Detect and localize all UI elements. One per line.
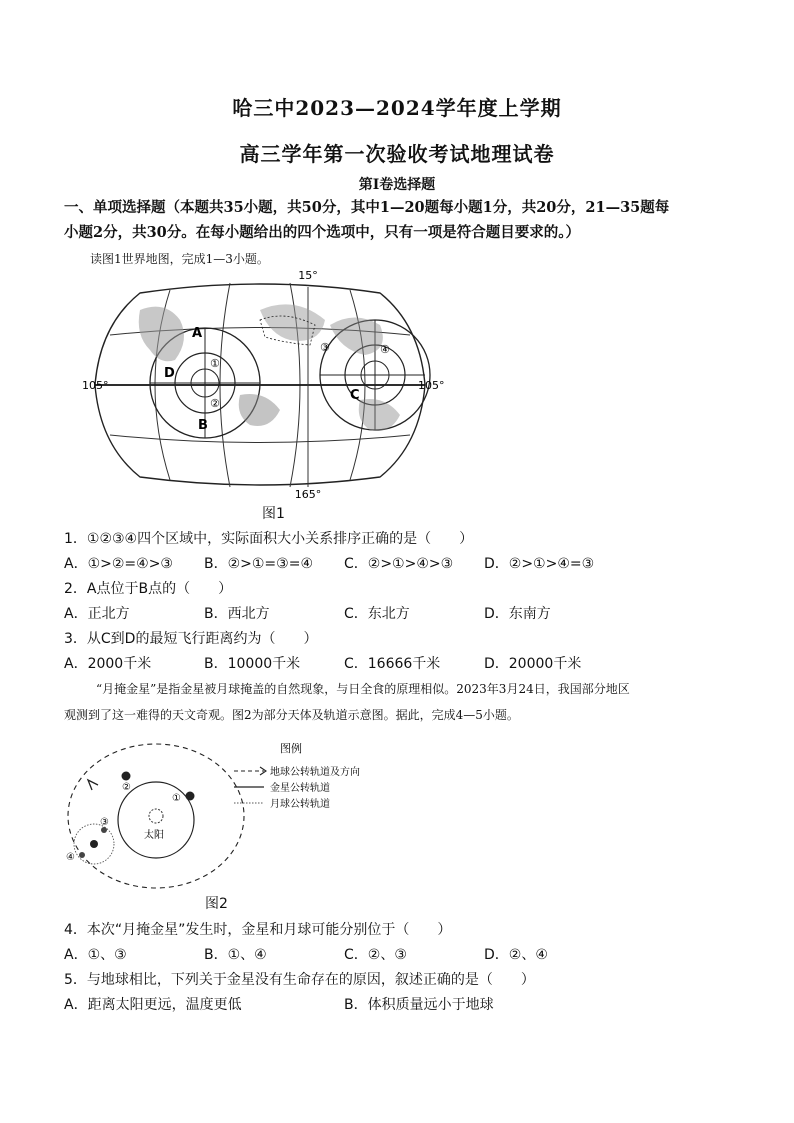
question-4-stem: 4．本次“月掩金星”发生时，金星和月球可能分别位于（ ） bbox=[64, 922, 452, 938]
question-1-option-d: D．②>①>④=③ bbox=[484, 556, 595, 572]
section-instructions-line1: 一、单项选择题（本题共35小题，共50分，其中1—20题每小题1分，共20分，21—35题每 bbox=[64, 199, 670, 216]
fig2-legend-earth: 地球公转轨道及方向 bbox=[270, 767, 360, 778]
part-heading: 第Ⅰ卷选择题 bbox=[358, 177, 436, 193]
question-1-option-a: A．①>②=④>③ bbox=[64, 556, 173, 572]
question-3-option-d: D．20000千米 bbox=[484, 656, 582, 672]
exam-title-line2: 高三学年第一次验收考试地理试卷 bbox=[239, 142, 555, 166]
fig2-position-4: ④ bbox=[66, 852, 75, 863]
question-5-option-b: B．体积质量远小于地球 bbox=[344, 997, 494, 1013]
fig1-left-label: 105° bbox=[82, 379, 109, 392]
question-1-option-b: B．②>①=③=④ bbox=[204, 556, 313, 572]
question-2-stem: 2．A点位于B点的（ ） bbox=[64, 581, 233, 597]
fig1-bottom-label: 165° bbox=[294, 488, 322, 501]
fig2-position-3: ③ bbox=[100, 817, 109, 828]
question-2-option-b: B．西北方 bbox=[204, 606, 270, 622]
figure1-caption: 图1 bbox=[262, 506, 285, 522]
question-4-option-d: D．②、④ bbox=[484, 947, 548, 963]
orbit-diagram-figure bbox=[58, 738, 388, 888]
question-4-option-c: C．②、③ bbox=[344, 947, 407, 963]
fig1-point-b: B bbox=[198, 418, 208, 433]
question-4-option-a: A．①、③ bbox=[64, 947, 127, 963]
question-1-stem: 1．①②③④四个区域中，实际面积大小关系排序正确的是（ ） bbox=[64, 531, 474, 547]
fig1-point-c: C bbox=[350, 388, 360, 403]
exam-title-line1: 哈三中2023—2024学年度上学期 bbox=[232, 96, 562, 120]
passage-line2: 观测到了这一难得的天文奇观。图2为部分天体及轨道示意图。据此，完成4—5小题。 bbox=[64, 708, 519, 722]
fig2-legend-title: 图例 bbox=[280, 742, 302, 755]
figure1-intro: 读图1世界地图，完成1—3小题。 bbox=[90, 252, 269, 266]
question-2-option-a: A．正北方 bbox=[64, 606, 130, 622]
question-1-option-c: C．②>①>④>③ bbox=[344, 556, 454, 572]
fig1-region-2: ② bbox=[210, 397, 220, 410]
question-4-option-b: B．①、④ bbox=[204, 947, 267, 963]
section-instructions bbox=[64, 195, 744, 245]
fig1-point-a: A bbox=[192, 326, 203, 341]
question-3-option-c: C．16666千米 bbox=[344, 656, 441, 672]
fig1-region-3: ③ bbox=[320, 341, 330, 354]
fig1-region-1: ① bbox=[210, 357, 220, 370]
world-map-figure bbox=[80, 265, 445, 501]
fig2-position-1: ① bbox=[172, 793, 181, 804]
question-5-stem: 5．与地球相比，下列关于金星没有生命存在的原因，叙述正确的是（ ） bbox=[64, 972, 535, 988]
fig2-position-2: ② bbox=[122, 782, 131, 793]
question-5-option-a: A．距离太阳更远，温度更低 bbox=[64, 997, 242, 1013]
fig1-region-4: ④ bbox=[380, 343, 390, 356]
fig1-right-label: 105° bbox=[418, 379, 445, 392]
question-2-option-d: D．东南方 bbox=[484, 606, 551, 622]
section-instructions-line2: 小题2分，共30分。在每小题给出的四个选项中，只有一项是符合题目要求的。） bbox=[64, 224, 581, 241]
fig2-legend-venus: 金星公转轨道 bbox=[270, 783, 330, 794]
figure2-caption: 图2 bbox=[205, 896, 228, 912]
question-3-stem: 3．从C到D的最短飞行距离约为（ ） bbox=[64, 631, 318, 647]
fig1-point-d: D bbox=[164, 366, 175, 381]
question-2-option-c: C．东北方 bbox=[344, 606, 410, 622]
fig1-top-label: 15° bbox=[298, 269, 318, 282]
fig2-sun-label: 太阳 bbox=[144, 830, 164, 841]
question-3-option-a: A．2000千米 bbox=[64, 656, 152, 672]
question-3-option-b: B．10000千米 bbox=[204, 656, 301, 672]
passage-line1: “月掩金星”是指金星被月球掩盖的自然现象，与日全食的原理相似。2023年3月24日，我国部分地区 bbox=[96, 682, 630, 696]
fig2-legend-moon: 月球公转轨道 bbox=[270, 799, 330, 810]
passage-venus-occultation bbox=[64, 676, 744, 728]
